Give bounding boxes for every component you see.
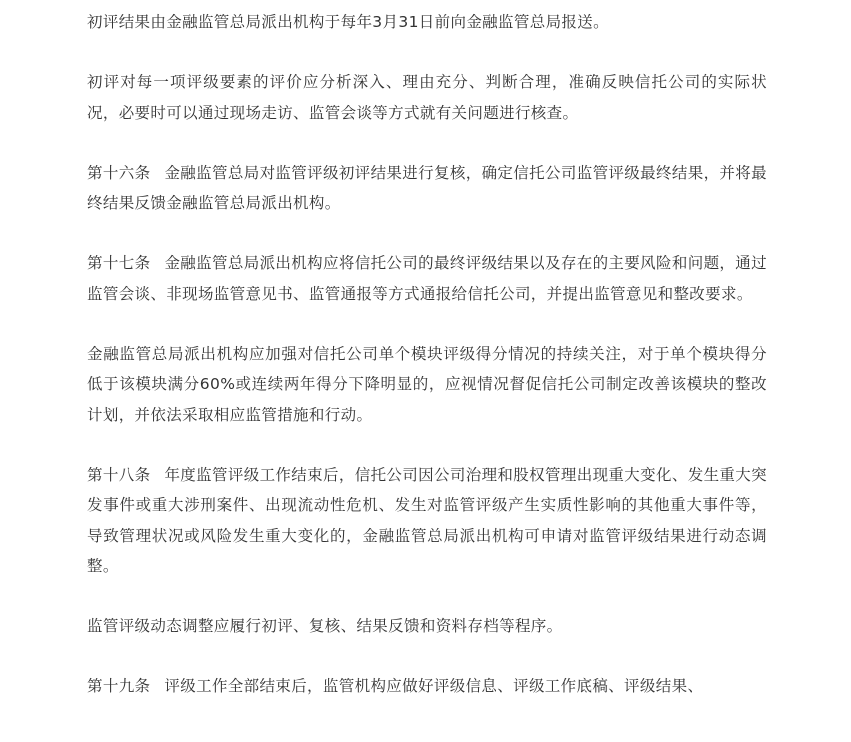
paragraph-article-17 (87, 248, 767, 309)
paragraph-text: 初评结果由金融监管总局派出机构于每年3月31日前向金融监管总局报送。 (87, 13, 609, 31)
article-number: 第十七条 (87, 254, 151, 272)
paragraph-dynamic-adjustment-procedure (87, 611, 767, 642)
paragraph-text: 金融监管总局派出机构应将信托公司的最终评级结果以及存在的主要风险和问题，通过监管会谈、非现场监管意见书、监管通报等方式通报给信托公司，并提出监管意见和整改要求。 (87, 254, 767, 303)
paragraph-module-score-attention (87, 339, 767, 431)
article-number: 第十六条 (87, 163, 151, 182)
paragraph-article-18 (87, 460, 767, 582)
paragraph-text: 年度监管评级工作结束后，信托公司因公司治理和股权管理出现重大变化、发生重大突发事件或重大涉刑案件、出现流动性危机、发生对监管评级产生实质性影响的其他重大事件等，导致管理状况或风险发生重大变化的，金融监管总局派出机构可申请对监管评级结果进行动态调整。 (87, 465, 767, 575)
paragraph-initial-evaluation-requirements (87, 67, 767, 128)
paragraph-text: 金融监管总局派出机构应加强对信托公司单个模块评级得分情况的持续关注，对于单个模块得分低于该模块满分60%或连续两年得分下降明显的，应视情况督促信托公司制定改善该模块的整改计划，并依法采取相应监管措施和行动。 (87, 344, 767, 424)
paragraph-text: 监管评级动态调整应履行初评、复核、结果反馈和资料存档等程序。 (87, 617, 563, 635)
paragraph-text: 评级工作全部结束后，监管机构应做好评级信息、评级工作底稿、评级结果、 (164, 677, 704, 695)
paragraph-text: 金融监管总局对监管评级初评结果进行复核，确定信托公司监管评级最终结果，并将最终结果反馈金融监管总局派出机构。 (87, 163, 767, 212)
paragraph-text: 初评对每一项评级要素的评价应分析深入、理由充分、判断合理，准确反映信托公司的实际状况，必要时可以通过现场走访、监管会谈等方式就有关问题进行核查。 (87, 73, 767, 122)
paragraph-article-16 (87, 158, 767, 219)
paragraph-initial-result-submission (87, 7, 767, 38)
article-number: 第十九条 (87, 677, 151, 695)
article-body (87, 7, 767, 731)
paragraph-article-19 (87, 671, 767, 702)
article-number: 第十八条 (87, 465, 151, 484)
